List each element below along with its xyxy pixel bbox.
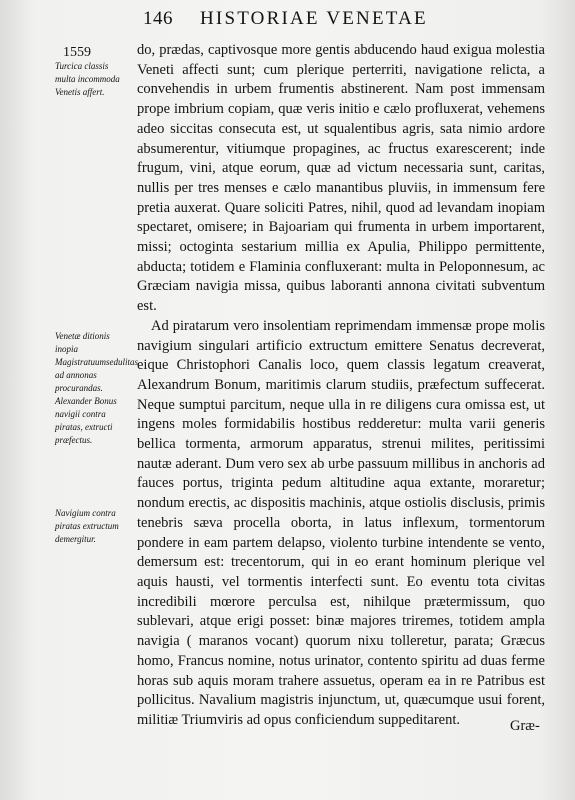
marginal-note: Venetæ ditionis inopia Magistratuumsedulitas ad annonas procurandas. Alexander Bonus navigii contra piratas, extructi præfectus. <box>55 331 139 445</box>
paragraph: do, prædas, captivosque more gentis abducendo haud exigua molestia Veneti affecti sunt; cum plerique perterriti, navigatione relicta, a convehendis in urbem frumentis abstinerent. Nam post immensam prope imbrium copiam, quæ veris initio e cælo profluxerat, vehemens adeo siccitas consecuta est, ut squalentibus agris, sata nimio ardore absumerentur, vitiumque propagines, ac fructus exarescerent; inde frugum, vini, atque eorum, quæ ad victum necessaria sunt, caritas, nullis per tres menses e cælo manantibus pluviis, in immensum fere pretia auxerat. Quare soliciti Patres, nihil, quod ad levandam inopiam spectaret, omisere; in Bajoariam qui frumenta in urbem importarent, missi; octoginta sestarium millia ex Apulia, Philippo permittente, abducta; totidem e Flaminia confluxerant: multa in Peloponnesum, ac Græciam navigia missa, quibus laboranti annona civitati subventum est. <box>137 42 545 315</box>
page-header <box>0 8 575 36</box>
margin-year: 1559 <box>63 45 91 60</box>
paragraph: Ad piratarum vero insolentiam reprimendam immensæ prope molis navigium singulari artificio extructum emittere Senatus decreverat, eique Christophori Canalis loco, quem classis legatum creaverat, Alexandrum Bonum, maritimis clarum studiis, præfectum suffecerat. Neque sumptui parcitum, neque ulla in re diligens cura omissa est, ut ingens moles formidabilis hostibus redderetur: multa varii generis bellica tormenta, armorum apparatus, strenui milites, peritissimi nautæ aderant. Dum vero sex ab urbe passuum millibus in anchoris ad fauces portus, triginta pedum altitudine aqua extante, moraretur; nondum erectis, ac dispositis machinis, atque ostiolis disclusis, primis tenebris sæva procella oborta, in latus inflexum, tormentorum pondere in eam partem delapso, violento turbine intendente se vento, demersum est: trecentorum, qui in eo erant hominum plerique vel aquis hausti, vel tormentis interfecti sunt. Eo eventu tota civitas incredibili mœrore perculsa est, nihilque prætermissum, quo sublevari, atque erigi posset: binæ majores triremes, totidem ampla navigia ( maranos vocant) quorum nixu tolleretur, parata; Græcus homo, Francus nomine, notus urinator, contento spiritu ad duas ferme horas sub aquis moram trahere assuetus, operam ea in re Patribus est pollicitus. Navalium magistris injunctum, ut, quæcumque usui forent, militiæ Triumviris ad opus conficiendum suppeditarent. <box>137 317 545 728</box>
page-number: 146 <box>143 8 173 29</box>
marginal-note: Turcica classis multa incommoda Venetis affert. <box>55 61 120 97</box>
marginal-note: Navigium contra piratas extructum demergitur. <box>55 508 119 544</box>
catchword: Græ- <box>510 718 540 734</box>
main-text <box>137 41 545 731</box>
running-title: HISTORIAE VENETAE <box>200 8 428 29</box>
